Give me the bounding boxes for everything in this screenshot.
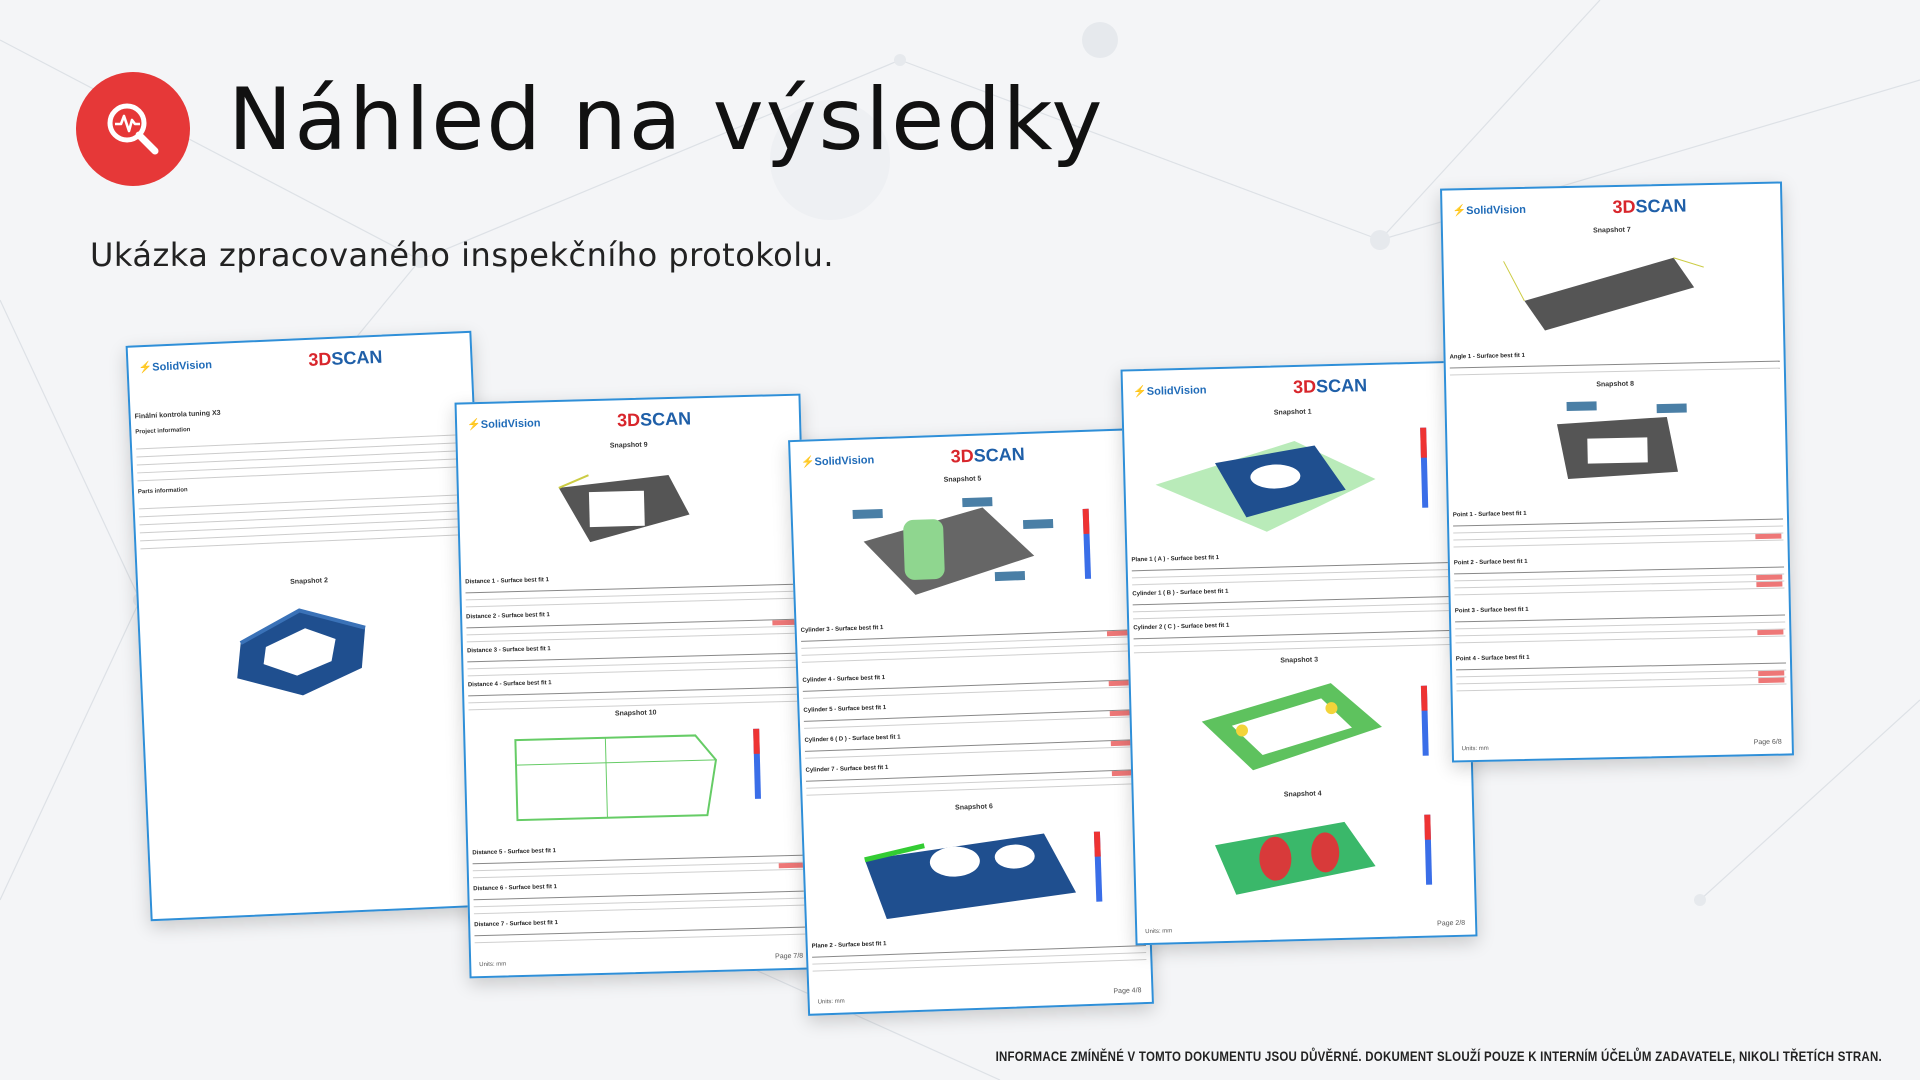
snapshot-label: Snapshot 6 bbox=[954, 803, 993, 812]
measure-table: Plane 2 - Surface best fit 1 bbox=[812, 932, 1147, 972]
part-render bbox=[219, 587, 384, 704]
3dscan-logo: 3DSCAN bbox=[1292, 375, 1368, 398]
snapshot-label: Snapshot 3 bbox=[1280, 656, 1319, 665]
snapshot-label: Snapshot 8 bbox=[1596, 380, 1635, 389]
report-title: Finální kontrola tuning X3 bbox=[134, 409, 221, 421]
measure-table: Distance 3 - Surface best fit 1 bbox=[467, 640, 802, 677]
parts-info-table bbox=[138, 487, 474, 550]
snapshot-label: Snapshot 1 bbox=[1273, 408, 1312, 417]
solidvision-logo: ⚡SolidVision bbox=[800, 454, 875, 469]
measure-table: Cylinder 2 ( C ) - Surface best fit 1 bbox=[1133, 617, 1464, 654]
report-page-4 bbox=[788, 428, 1154, 1016]
project-info-table bbox=[136, 427, 471, 482]
measure-table: Point 4 - Surface best fit 1 bbox=[1456, 650, 1787, 692]
3dscan-logo: 3DSCAN bbox=[950, 443, 1026, 467]
measure-table: Angle 1 - Surface best fit 1 bbox=[1450, 348, 1780, 376]
measure-table: Cylinder 7 - Surface best fit 1 bbox=[805, 756, 1140, 796]
measure-table: Distance 4 - Surface best fit 1 bbox=[468, 674, 803, 711]
snapshot-label: Snapshot 5 bbox=[943, 475, 982, 484]
part-render bbox=[1174, 799, 1447, 906]
solidvision-logo: ⚡SolidVision bbox=[1452, 203, 1527, 218]
snapshot-label: Snapshot 4 bbox=[1283, 790, 1322, 799]
search-waveform-icon bbox=[76, 72, 190, 186]
part-render bbox=[1483, 237, 1735, 342]
measure-table: Distance 7 - Surface best fit 1 bbox=[474, 914, 808, 944]
measure-table: Distance 6 - Surface best fit 1 bbox=[473, 878, 808, 915]
report-page-6 bbox=[1440, 181, 1794, 762]
part-render bbox=[843, 811, 1117, 930]
report-page-2 bbox=[1121, 361, 1478, 946]
3dscan-logo: 3DSCAN bbox=[1612, 195, 1687, 218]
snapshot-label: Snapshot 10 bbox=[614, 709, 657, 718]
measure-table: Distance 2 - Surface best fit 1 bbox=[466, 606, 801, 643]
report-page-7 bbox=[455, 394, 816, 979]
measure-table: Cylinder 1 ( B ) - Surface best fit 1 bbox=[1132, 583, 1463, 620]
snapshot-label: Snapshot 2 bbox=[290, 577, 329, 586]
page-number: Page 4/8 bbox=[1113, 987, 1142, 996]
page-number: Page 2/8 bbox=[1437, 919, 1466, 928]
3dscan-logo: 3DSCAN bbox=[307, 346, 383, 370]
part-render bbox=[548, 454, 701, 558]
snapshot-label: Snapshot 7 bbox=[1592, 226, 1631, 235]
page-subtitle: Ukázka zpracovaného inspekčního protokolu. bbox=[90, 236, 835, 274]
measure-table: Cylinder 6 ( D ) - Surface best fit 1 bbox=[804, 726, 1139, 759]
solidvision-logo: ⚡SolidVision bbox=[1132, 384, 1207, 399]
measure-table: Distance 5 - Surface best fit 1 bbox=[472, 842, 807, 879]
measure-table: Point 1 - Surface best fit 1 bbox=[1453, 506, 1784, 548]
measure-table: Cylinder 5 - Surface best fit 1 bbox=[803, 696, 1138, 729]
measure-table: Cylinder 4 - Surface best fit 1 bbox=[802, 666, 1137, 699]
units-label: Units: mm bbox=[1461, 745, 1489, 753]
page-number: Page 7/8 bbox=[775, 952, 804, 961]
units-label: Units: mm bbox=[817, 998, 845, 1006]
measure-table: Distance 1 - Surface best fit 1 bbox=[465, 571, 800, 608]
units-label: Units: mm bbox=[479, 961, 507, 969]
solidvision-logo: ⚡SolidVision bbox=[466, 417, 541, 432]
outline-render bbox=[495, 718, 778, 835]
3dscan-logo: 3DSCAN bbox=[616, 408, 692, 431]
parts-heading: Parts information bbox=[137, 487, 188, 496]
part-render bbox=[1144, 417, 1447, 545]
page-number: Page 6/8 bbox=[1753, 738, 1782, 747]
part-render bbox=[832, 483, 1106, 612]
measure-table: Point 2 - Surface best fit 1 bbox=[1454, 554, 1785, 596]
snapshot-label: Snapshot 9 bbox=[609, 441, 648, 450]
report-page-cover bbox=[126, 331, 497, 922]
measure-table: Cylinder 3 - Surface best fit 1 bbox=[801, 616, 1136, 663]
part-render bbox=[1170, 665, 1443, 782]
solidvision-logo: ⚡SolidVision bbox=[138, 359, 213, 375]
measure-table: Point 3 - Surface best fit 1 bbox=[1455, 602, 1786, 644]
units-label: Units: mm bbox=[1145, 928, 1173, 936]
project-heading: Project information bbox=[135, 427, 191, 436]
part-render bbox=[1506, 391, 1728, 496]
measure-table: Plane 1 ( A ) - Surface best fit 1 bbox=[1131, 549, 1462, 586]
page-title: Náhled na výsledky bbox=[228, 70, 1105, 170]
confidentiality-footer: INFORMACE ZMÍNĚNÉ V TOMTO DOKUMENTU JSOU DŮVĚRNÉ. DOKUMENT SLOUŽÍ POUZE K INTERNÍM ÚČELŮM ZADAVATELE, NIKOLI TŘETÍCH STRAN. bbox=[995, 1048, 1882, 1064]
